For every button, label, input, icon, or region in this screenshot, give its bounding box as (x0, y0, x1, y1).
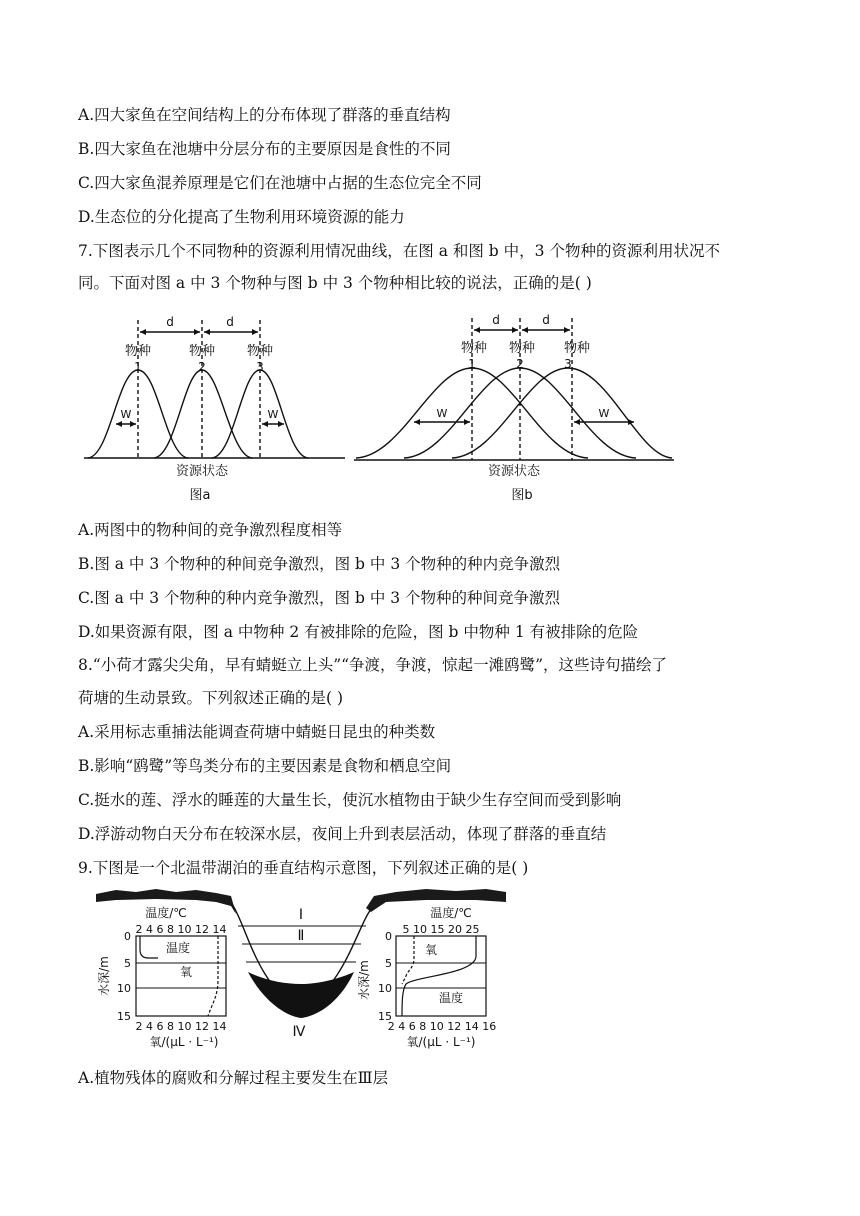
q6-option-a: A.四大家鱼在空间结构上的分布体现了群落的垂直结构 (78, 106, 451, 124)
right-depth-tick-5: 5 (385, 957, 392, 970)
q8-option-a: A.采用标志重捕法能调查荷塘中蜻蜓日昆虫的种类数 (78, 723, 436, 741)
w-label-b1: W (436, 407, 448, 420)
species-label-b3: 物种 (563, 341, 591, 356)
xaxis-label-a: 资源状态 (175, 464, 229, 479)
d-label-b2: d (542, 313, 550, 327)
q9-option-a: A.植物残体的腐败和分解过程主要发生在Ⅲ层 (78, 1069, 389, 1087)
right-depth-tick-15: 15 (378, 1010, 392, 1023)
q7-stem-line2: 同。下面对图 a 中 3 个物种与图 b 中 3 个物种相比较的说法，正确的是( ) (78, 274, 592, 292)
right-oxy-ticks: 2 4 6 8 10 12 14 16 (387, 1020, 497, 1033)
caption-b: 图b (511, 488, 533, 503)
left-depth-tick-5: 5 (124, 957, 131, 970)
species-label-a2: 物种 (188, 344, 216, 359)
w-label-b2: W (598, 407, 610, 420)
species-number-a2: 2 (198, 360, 206, 374)
q8-option-c: C.挺水的莲、浮水的睡莲的大量生长，使沉水植物由于缺少生存空间而受到影响 (78, 791, 622, 809)
d-label-a2: d (226, 315, 234, 329)
xaxis-label-b: 资源状态 (487, 464, 541, 479)
q6-option-c: C.四大家鱼混养原理是它们在池塘中占据的生态位完全不同 (78, 174, 482, 192)
right-curve-oxygen: 氧 (424, 943, 438, 957)
q8-stem-line2: 荷塘的生动景致。下列叙述正确的是( ) (78, 689, 344, 707)
d-label-b1: d (492, 313, 500, 327)
species-number-b3: 3 (564, 357, 572, 371)
left-oxy-label: 氧/(μL · L⁻¹) (149, 1035, 219, 1049)
q8-option-d: D.浮游动物白天分布在较深水层，夜间上升到表层活动，体现了群落的垂直结 (78, 825, 607, 843)
species-label-b1: 物种 (460, 341, 488, 356)
species-number-a3: 3 (256, 360, 264, 374)
q7-option-d: D.如果资源有限，图 a 中物种 2 有被排除的危险，图 b 中物种 1 有被排除的危险 (78, 623, 639, 641)
species-number-b1: 1 (468, 357, 476, 371)
layer-label-4: Ⅳ (292, 1024, 306, 1040)
right-temp-ticks: 5 10 15 20 25 (402, 923, 480, 936)
species-label-a3: 物种 (246, 344, 274, 359)
q7-option-c: C.图 a 中 3 个物种的种内竞争激烈，图 b 中 3 个物种的种间竞争激烈 (78, 589, 561, 607)
q9-lake-figure (96, 884, 506, 1054)
right-depth-label: 水深/m (357, 960, 371, 1000)
q8-option-b: B.影响“鸥鹭”等鸟类分布的主要因素是食物和栖息空间 (78, 757, 452, 775)
left-depth-label: 水深/m (97, 956, 111, 996)
q6-option-b: B.四大家鱼在池塘中分层分布的主要原因是食性的不同 (78, 140, 451, 158)
left-depth-tick-0: 0 (124, 930, 131, 943)
layer-label-1: Ⅰ (298, 907, 304, 923)
d-label-a1: d (166, 315, 174, 329)
q7-stem-line1: 7.下图表示几个不同物种的资源利用情况曲线，在图 a 和图 b 中，3 个物种的资源利用状况不 (78, 242, 720, 260)
q6-option-d: D.生态位的分化提高了生物利用环境资源的能力 (78, 208, 405, 226)
q7-option-a: A.两图中的物种间的竞争激烈程度相等 (78, 521, 343, 539)
layer-label-2: Ⅱ (297, 928, 305, 944)
q7-option-b: B.图 a 中 3 个物种的种间竞争激烈，图 b 中 3 个物种的种内竞争激烈 (78, 555, 561, 573)
right-oxy-label: 氧/(μL · L⁻¹) (406, 1035, 476, 1049)
w-label-a2: W (267, 408, 279, 421)
species-number-a1: 1 (134, 360, 142, 374)
right-depth-tick-10: 10 (378, 982, 392, 995)
left-depth-tick-10: 10 (117, 982, 131, 995)
species-number-b2: 2 (516, 357, 524, 371)
species-label-b2: 物种 (508, 341, 536, 356)
w-label-a1: W (120, 408, 132, 421)
left-oxy-ticks: 2 4 6 8 10 12 14 (135, 1020, 227, 1033)
right-curve-temp: 温度 (438, 991, 464, 1005)
left-curve-temp: 温度 (165, 941, 191, 955)
right-temp-label: 温度/℃ (430, 906, 472, 920)
right-depth-tick-0: 0 (385, 930, 392, 943)
q7-figure-a (80, 310, 350, 510)
q9-stem: 9.下图是一个北温带湖泊的垂直结构示意图，下列叙述正确的是( ) (78, 859, 529, 877)
caption-a: 图a (189, 488, 211, 503)
q7-figure-b (352, 310, 682, 510)
species-label-a1: 物种 (124, 344, 152, 359)
q8-stem-line1: 8.“小荷才露尖尖角，早有蜻蜓立上头”“争渡，争渡，惊起一滩鸥鹭”，这些诗句描绘了 (78, 656, 667, 674)
left-temp-ticks: 2 4 6 8 10 12 14 (135, 923, 227, 936)
left-depth-tick-15: 15 (117, 1010, 131, 1023)
layer-label-3: Ⅲ (296, 968, 306, 984)
left-curve-oxygen: 氧 (179, 965, 193, 979)
left-temp-label: 温度/℃ (145, 906, 187, 920)
